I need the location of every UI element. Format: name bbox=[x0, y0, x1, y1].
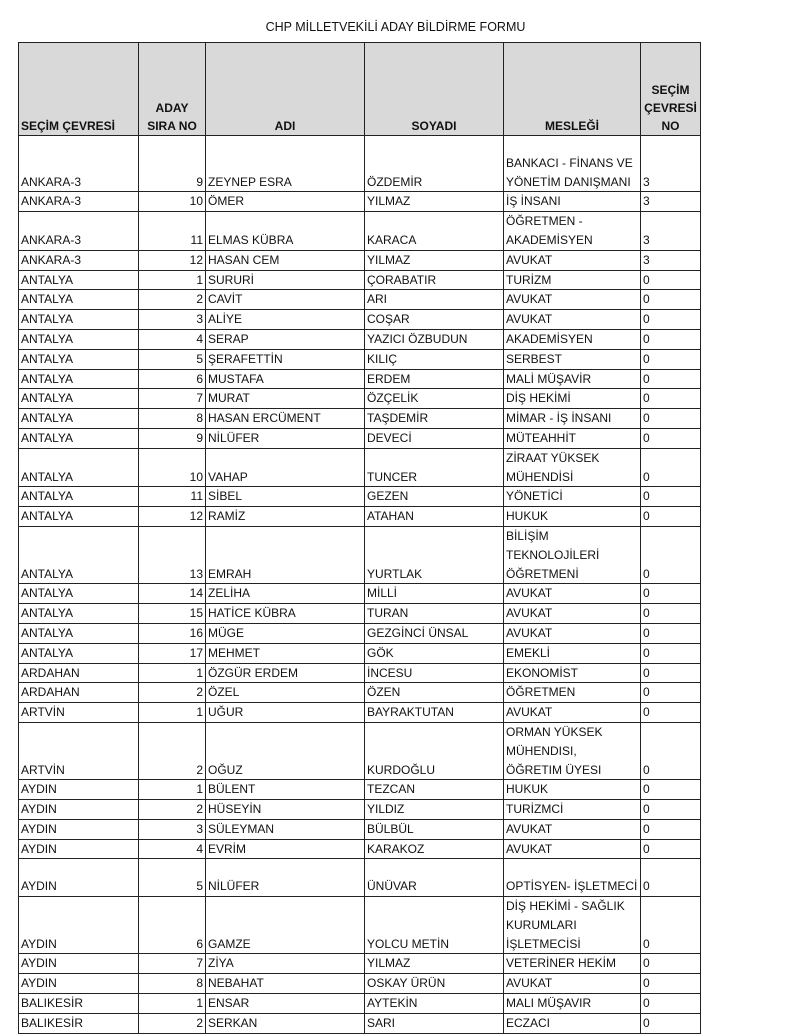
cell-meslegi: MÜTEAHHİT bbox=[504, 428, 641, 448]
cell-soyadi: BAYRAKTUTAN bbox=[365, 703, 504, 723]
cell-meslegi: EMEKLİ bbox=[504, 643, 641, 663]
cell-soyadi: KARAKOZ bbox=[365, 839, 504, 859]
cell-meslegi: TURİZM bbox=[504, 270, 641, 290]
cell-soyadi: YILMAZ bbox=[365, 192, 504, 212]
cell-secim-cevresi: AYDIN bbox=[19, 800, 139, 820]
cell-soyadi: TURAN bbox=[365, 604, 504, 624]
cell-aday-sira-no: 9 bbox=[139, 428, 206, 448]
cell-meslegi: AVUKAT bbox=[504, 623, 641, 643]
cell-soyadi: ARI bbox=[365, 290, 504, 310]
cell-secim-cevresi: ANTALYA bbox=[19, 290, 139, 310]
cell-meslegi: BANKACI - FİNANS VE YÖNETİM DANIŞMANI bbox=[504, 136, 641, 192]
cell-aday-sira-no: 12 bbox=[139, 250, 206, 270]
cell-aday-sira-no: 11 bbox=[139, 487, 206, 507]
cell-soyadi: ÖZDEMİR bbox=[365, 136, 504, 192]
cell-secim-cevresi-no: 0 bbox=[641, 897, 701, 954]
cell-secim-cevresi-no: 0 bbox=[641, 329, 701, 349]
cell-aday-sira-no: 1 bbox=[139, 994, 206, 1014]
table-row bbox=[19, 859, 701, 897]
cell-secim-cevresi: ANTALYA bbox=[19, 329, 139, 349]
cell-meslegi: AVUKAT bbox=[504, 839, 641, 859]
cell-adi: NEBAHAT bbox=[206, 974, 365, 994]
cell-aday-sira-no: 1 bbox=[139, 270, 206, 290]
cell-meslegi: YÖNETİCİ bbox=[504, 487, 641, 507]
cell-secim-cevresi: ANTALYA bbox=[19, 409, 139, 429]
cell-aday-sira-no: 13 bbox=[139, 526, 206, 583]
cell-soyadi: ERDEM bbox=[365, 369, 504, 389]
cell-adi: UĞUR bbox=[206, 703, 365, 723]
cell-soyadi: GEZGİNCİ ÜNSAL bbox=[365, 623, 504, 643]
cell-soyadi: ATAHAN bbox=[365, 507, 504, 527]
cell-meslegi: İŞ İNSANI bbox=[504, 192, 641, 212]
cell-soyadi: ÖZÇELİK bbox=[365, 389, 504, 409]
table-row bbox=[19, 722, 701, 779]
cell-aday-sira-no: 5 bbox=[139, 859, 206, 897]
cell-secim-cevresi: ANTALYA bbox=[19, 349, 139, 369]
cell-secim-cevresi: AYDIN bbox=[19, 954, 139, 974]
table-row bbox=[19, 270, 701, 290]
cell-meslegi: HUKUK bbox=[504, 507, 641, 527]
cell-aday-sira-no: 6 bbox=[139, 369, 206, 389]
cell-secim-cevresi-no: 0 bbox=[641, 349, 701, 369]
cell-aday-sira-no: 17 bbox=[139, 643, 206, 663]
cell-secim-cevresi: ANKARA-3 bbox=[19, 136, 139, 192]
cell-meslegi: AVUKAT bbox=[504, 974, 641, 994]
table-row bbox=[19, 487, 701, 507]
cell-secim-cevresi: AYDIN bbox=[19, 859, 139, 897]
cell-adi: ALİYE bbox=[206, 310, 365, 330]
cell-meslegi: ZİRAAT YÜKSEK MÜHENDİSİ bbox=[504, 448, 641, 487]
cell-meslegi: BİLİŞİM TEKNOLOJİLERİ ÖĞRETMENİ bbox=[504, 526, 641, 583]
cell-secim-cevresi-no: 0 bbox=[641, 623, 701, 643]
cell-secim-cevresi-no: 0 bbox=[641, 683, 701, 703]
cell-meslegi: AVUKAT bbox=[504, 310, 641, 330]
cell-secim-cevresi-no: 0 bbox=[641, 954, 701, 974]
cell-aday-sira-no: 9 bbox=[139, 136, 206, 192]
cell-secim-cevresi: ARTVİN bbox=[19, 703, 139, 723]
cell-secim-cevresi-no: 0 bbox=[641, 663, 701, 683]
cell-secim-cevresi-no: 0 bbox=[641, 487, 701, 507]
cell-secim-cevresi-no: 0 bbox=[641, 604, 701, 624]
cell-secim-cevresi-no: 0 bbox=[641, 584, 701, 604]
cell-secim-cevresi-no: 0 bbox=[641, 448, 701, 487]
cell-secim-cevresi-no: 0 bbox=[641, 722, 701, 779]
cell-adi: HÜSEYİN bbox=[206, 800, 365, 820]
cell-soyadi: YURTLAK bbox=[365, 526, 504, 583]
cell-secim-cevresi-no: 0 bbox=[641, 800, 701, 820]
table-row bbox=[19, 954, 701, 974]
cell-secim-cevresi: ANTALYA bbox=[19, 310, 139, 330]
cell-meslegi: MALİ MÜŞAVİR bbox=[504, 369, 641, 389]
cell-secim-cevresi-no: 0 bbox=[641, 703, 701, 723]
table-row bbox=[19, 329, 701, 349]
cell-secim-cevresi-no: 0 bbox=[641, 780, 701, 800]
cell-secim-cevresi: ANTALYA bbox=[19, 448, 139, 487]
cell-meslegi: ECZACI bbox=[504, 1013, 641, 1033]
cell-soyadi: OSKAY ÜRÜN bbox=[365, 974, 504, 994]
cell-meslegi: ÖĞRETMEN - AKADEMİSYEN bbox=[504, 212, 641, 251]
cell-secim-cevresi-no: 0 bbox=[641, 819, 701, 839]
cell-adi: HATİCE KÜBRA bbox=[206, 604, 365, 624]
table-row bbox=[19, 310, 701, 330]
cell-secim-cevresi-no: 0 bbox=[641, 389, 701, 409]
cell-meslegi: AVUKAT bbox=[504, 703, 641, 723]
cell-adi: CAVİT bbox=[206, 290, 365, 310]
cell-soyadi: ÇORABATIR bbox=[365, 270, 504, 290]
cell-secim-cevresi-no: 0 bbox=[641, 369, 701, 389]
table-row bbox=[19, 974, 701, 994]
cell-adi: NİLÜFER bbox=[206, 428, 365, 448]
cell-secim-cevresi: BALIKESİR bbox=[19, 994, 139, 1014]
cell-aday-sira-no: 10 bbox=[139, 192, 206, 212]
cell-soyadi: ÖZEN bbox=[365, 683, 504, 703]
cell-soyadi: TUNCER bbox=[365, 448, 504, 487]
header-aday-sira-no: ADAY SIRA NO bbox=[139, 43, 206, 136]
candidate-table bbox=[18, 42, 701, 1034]
cell-aday-sira-no: 1 bbox=[139, 663, 206, 683]
cell-secim-cevresi: ANTALYA bbox=[19, 604, 139, 624]
cell-secim-cevresi: ANKARA-3 bbox=[19, 250, 139, 270]
cell-soyadi: GEZEN bbox=[365, 487, 504, 507]
table-row bbox=[19, 839, 701, 859]
cell-meslegi: AVUKAT bbox=[504, 819, 641, 839]
cell-adi: SERAP bbox=[206, 329, 365, 349]
table-row bbox=[19, 250, 701, 270]
cell-meslegi: EKONOMİST bbox=[504, 663, 641, 683]
cell-soyadi: YAZICI ÖZBUDUN bbox=[365, 329, 504, 349]
cell-meslegi: MALI MÜŞAVIR bbox=[504, 994, 641, 1014]
cell-secim-cevresi: AYDIN bbox=[19, 819, 139, 839]
table-row bbox=[19, 683, 701, 703]
cell-adi: ŞERAFETTİN bbox=[206, 349, 365, 369]
cell-adi: ÖMER bbox=[206, 192, 365, 212]
cell-secim-cevresi-no: 3 bbox=[641, 192, 701, 212]
cell-secim-cevresi-no: 0 bbox=[641, 310, 701, 330]
cell-aday-sira-no: 5 bbox=[139, 349, 206, 369]
cell-secim-cevresi: ARDAHAN bbox=[19, 683, 139, 703]
cell-adi: ENSAR bbox=[206, 994, 365, 1014]
cell-adi: OĞUZ bbox=[206, 722, 365, 779]
cell-secim-cevresi-no: 0 bbox=[641, 290, 701, 310]
cell-meslegi: DİŞ HEKİMİ - SAĞLIK KURUMLARI İŞLETMECİSİ bbox=[504, 897, 641, 954]
header-secim-cevresi: SEÇİM ÇEVRESİ bbox=[19, 43, 139, 136]
cell-secim-cevresi-no: 0 bbox=[641, 270, 701, 290]
cell-aday-sira-no: 11 bbox=[139, 212, 206, 251]
cell-soyadi: GÖK bbox=[365, 643, 504, 663]
cell-aday-sira-no: 12 bbox=[139, 507, 206, 527]
cell-adi: EMRAH bbox=[206, 526, 365, 583]
cell-adi: MURAT bbox=[206, 389, 365, 409]
cell-soyadi: YILMAZ bbox=[365, 250, 504, 270]
cell-soyadi: DEVECİ bbox=[365, 428, 504, 448]
table-row bbox=[19, 819, 701, 839]
cell-soyadi: İNCESU bbox=[365, 663, 504, 683]
cell-aday-sira-no: 8 bbox=[139, 409, 206, 429]
cell-meslegi: ÖĞRETMEN bbox=[504, 683, 641, 703]
header-meslegi: MESLEĞİ bbox=[504, 43, 641, 136]
cell-aday-sira-no: 14 bbox=[139, 584, 206, 604]
cell-secim-cevresi-no: 0 bbox=[641, 526, 701, 583]
cell-adi: GAMZE bbox=[206, 897, 365, 954]
table-row bbox=[19, 428, 701, 448]
cell-secim-cevresi-no: 0 bbox=[641, 643, 701, 663]
table-row bbox=[19, 663, 701, 683]
table-row bbox=[19, 1013, 701, 1033]
cell-aday-sira-no: 8 bbox=[139, 974, 206, 994]
cell-secim-cevresi: ANTALYA bbox=[19, 584, 139, 604]
cell-aday-sira-no: 1 bbox=[139, 780, 206, 800]
table-row bbox=[19, 290, 701, 310]
table-header-row bbox=[19, 43, 701, 136]
table-row bbox=[19, 369, 701, 389]
cell-meslegi: AVUKAT bbox=[504, 604, 641, 624]
table-row bbox=[19, 212, 701, 251]
cell-soyadi: KILIÇ bbox=[365, 349, 504, 369]
document-title: CHP MİLLETVEKİLİ ADAY BİLDİRME FORMU bbox=[265, 20, 526, 34]
cell-soyadi: MİLLİ bbox=[365, 584, 504, 604]
table-row bbox=[19, 389, 701, 409]
cell-aday-sira-no: 2 bbox=[139, 1013, 206, 1033]
cell-secim-cevresi: ANKARA-3 bbox=[19, 212, 139, 251]
cell-meslegi: OPTİSYEN- İŞLETMECİ bbox=[504, 859, 641, 897]
cell-meslegi: AVUKAT bbox=[504, 290, 641, 310]
cell-adi: MEHMET bbox=[206, 643, 365, 663]
cell-adi: SURURİ bbox=[206, 270, 365, 290]
cell-secim-cevresi: AYDIN bbox=[19, 897, 139, 954]
table-row bbox=[19, 897, 701, 954]
cell-adi: ELMAS KÜBRA bbox=[206, 212, 365, 251]
cell-adi: ÖZEL bbox=[206, 683, 365, 703]
cell-aday-sira-no: 16 bbox=[139, 623, 206, 643]
cell-secim-cevresi: ARDAHAN bbox=[19, 663, 139, 683]
table-row bbox=[19, 994, 701, 1014]
cell-aday-sira-no: 3 bbox=[139, 819, 206, 839]
cell-soyadi: AYTEKİN bbox=[365, 994, 504, 1014]
cell-adi: ZİYA bbox=[206, 954, 365, 974]
cell-aday-sira-no: 15 bbox=[139, 604, 206, 624]
cell-secim-cevresi: AYDIN bbox=[19, 780, 139, 800]
cell-soyadi: TEZCAN bbox=[365, 780, 504, 800]
table-row bbox=[19, 409, 701, 429]
cell-adi: VAHAP bbox=[206, 448, 365, 487]
cell-adi: HASAN ERCÜMENT bbox=[206, 409, 365, 429]
cell-aday-sira-no: 3 bbox=[139, 310, 206, 330]
cell-secim-cevresi: ANTALYA bbox=[19, 507, 139, 527]
table-row bbox=[19, 643, 701, 663]
table-row bbox=[19, 780, 701, 800]
cell-meslegi: MİMAR - İŞ İNSANI bbox=[504, 409, 641, 429]
cell-adi: SÜLEYMAN bbox=[206, 819, 365, 839]
cell-adi: SİBEL bbox=[206, 487, 365, 507]
cell-secim-cevresi-no: 0 bbox=[641, 1013, 701, 1033]
cell-aday-sira-no: 10 bbox=[139, 448, 206, 487]
cell-secim-cevresi-no: 0 bbox=[641, 428, 701, 448]
cell-secim-cevresi: ANKARA-3 bbox=[19, 192, 139, 212]
cell-soyadi: YILMAZ bbox=[365, 954, 504, 974]
cell-adi: NİLÜFER bbox=[206, 859, 365, 897]
cell-secim-cevresi: BALIKESİR bbox=[19, 1013, 139, 1033]
cell-adi: HASAN CEM bbox=[206, 250, 365, 270]
cell-meslegi: AKADEMİSYEN bbox=[504, 329, 641, 349]
cell-soyadi: COŞAR bbox=[365, 310, 504, 330]
cell-soyadi: TAŞDEMİR bbox=[365, 409, 504, 429]
cell-secim-cevresi-no: 0 bbox=[641, 507, 701, 527]
cell-aday-sira-no: 2 bbox=[139, 290, 206, 310]
cell-secim-cevresi-no: 0 bbox=[641, 839, 701, 859]
cell-adi: ZEYNEP ESRA bbox=[206, 136, 365, 192]
table-row bbox=[19, 584, 701, 604]
table-row bbox=[19, 192, 701, 212]
cell-adi: ÖZGÜR ERDEM bbox=[206, 663, 365, 683]
cell-meslegi: DİŞ HEKİMİ bbox=[504, 389, 641, 409]
cell-soyadi: YOLCU METİN bbox=[365, 897, 504, 954]
cell-aday-sira-no: 2 bbox=[139, 683, 206, 703]
cell-soyadi: KURDOĞLU bbox=[365, 722, 504, 779]
table-row bbox=[19, 526, 701, 583]
cell-adi: MUSTAFA bbox=[206, 369, 365, 389]
cell-aday-sira-no: 7 bbox=[139, 389, 206, 409]
cell-secim-cevresi: ANTALYA bbox=[19, 643, 139, 663]
cell-meslegi: TURİZMCİ bbox=[504, 800, 641, 820]
cell-secim-cevresi: ANTALYA bbox=[19, 623, 139, 643]
table-row bbox=[19, 136, 701, 192]
table-row bbox=[19, 507, 701, 527]
table-row bbox=[19, 800, 701, 820]
cell-meslegi: VETERİNER HEKİM bbox=[504, 954, 641, 974]
cell-secim-cevresi-no: 3 bbox=[641, 212, 701, 251]
table-row bbox=[19, 604, 701, 624]
cell-adi: EVRİM bbox=[206, 839, 365, 859]
cell-secim-cevresi-no: 3 bbox=[641, 136, 701, 192]
cell-secim-cevresi: ANTALYA bbox=[19, 270, 139, 290]
cell-meslegi: HUKUK bbox=[504, 780, 641, 800]
table-row bbox=[19, 623, 701, 643]
cell-aday-sira-no: 6 bbox=[139, 897, 206, 954]
cell-aday-sira-no: 2 bbox=[139, 800, 206, 820]
cell-aday-sira-no: 7 bbox=[139, 954, 206, 974]
cell-meslegi: AVUKAT bbox=[504, 250, 641, 270]
cell-soyadi: SARI bbox=[365, 1013, 504, 1033]
cell-secim-cevresi: ARTVİN bbox=[19, 722, 139, 779]
cell-meslegi: ORMAN YÜKSEK MÜHENDISI, ÖĞRETIM ÜYESI bbox=[504, 722, 641, 779]
cell-aday-sira-no: 2 bbox=[139, 722, 206, 779]
cell-soyadi: ÜNÜVAR bbox=[365, 859, 504, 897]
cell-secim-cevresi-no: 0 bbox=[641, 994, 701, 1014]
table-row bbox=[19, 448, 701, 487]
cell-secim-cevresi-no: 3 bbox=[641, 250, 701, 270]
cell-secim-cevresi: ANTALYA bbox=[19, 369, 139, 389]
cell-secim-cevresi-no: 0 bbox=[641, 859, 701, 897]
cell-adi: RAMİZ bbox=[206, 507, 365, 527]
cell-secim-cevresi: ANTALYA bbox=[19, 526, 139, 583]
cell-soyadi: KARACA bbox=[365, 212, 504, 251]
cell-aday-sira-no: 1 bbox=[139, 703, 206, 723]
cell-soyadi: BÜLBÜL bbox=[365, 819, 504, 839]
cell-soyadi: YILDIZ bbox=[365, 800, 504, 820]
cell-meslegi: AVUKAT bbox=[504, 584, 641, 604]
table-row bbox=[19, 703, 701, 723]
cell-secim-cevresi: AYDIN bbox=[19, 974, 139, 994]
header-adi: ADI bbox=[206, 43, 365, 136]
cell-secim-cevresi: ANTALYA bbox=[19, 428, 139, 448]
header-soyadi: SOYADI bbox=[365, 43, 504, 136]
cell-adi: SERKAN bbox=[206, 1013, 365, 1033]
cell-secim-cevresi: AYDIN bbox=[19, 839, 139, 859]
cell-adi: BÜLENT bbox=[206, 780, 365, 800]
cell-secim-cevresi-no: 0 bbox=[641, 409, 701, 429]
cell-aday-sira-no: 4 bbox=[139, 839, 206, 859]
cell-meslegi: SERBEST bbox=[504, 349, 641, 369]
cell-secim-cevresi: ANTALYA bbox=[19, 389, 139, 409]
cell-aday-sira-no: 4 bbox=[139, 329, 206, 349]
cell-adi: MÜGE bbox=[206, 623, 365, 643]
header-secim-cevresi-no: SEÇİM ÇEVRESİ NO bbox=[641, 43, 701, 136]
cell-secim-cevresi-no: 0 bbox=[641, 974, 701, 994]
cell-adi: ZELİHA bbox=[206, 584, 365, 604]
cell-secim-cevresi: ANTALYA bbox=[19, 487, 139, 507]
table-row bbox=[19, 349, 701, 369]
